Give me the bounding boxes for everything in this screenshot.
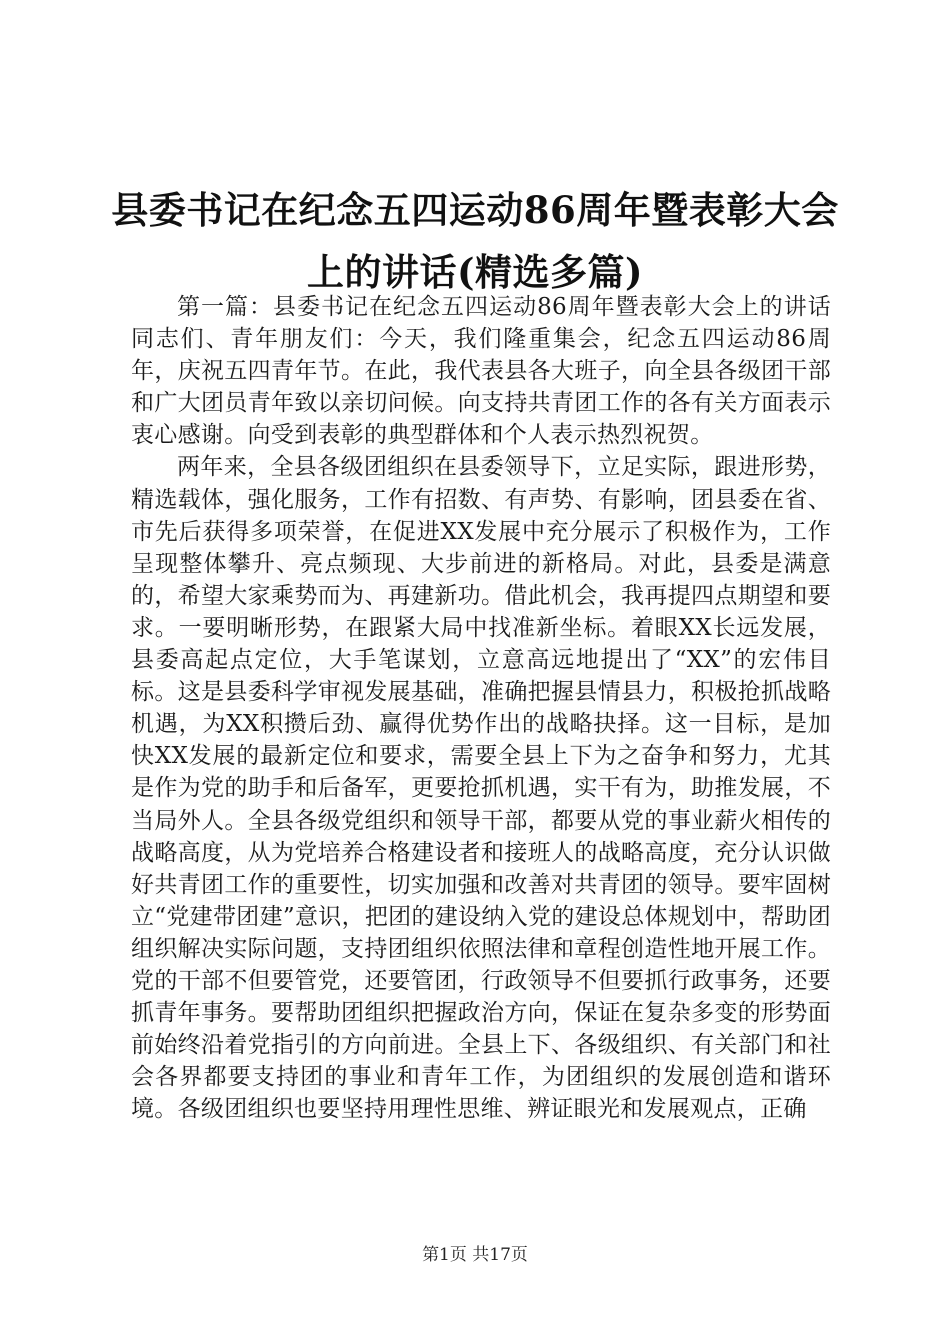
paragraph: 第一篇：县委书记在纪念五四运动86周年暨表彰大会上的讲话同志们、青年朋友们：今天，我们隆重集会，纪念五四运动86周年，庆祝五四青年节。在此，我代表县各大班子，向全县各级团干部和广大团员青年致以亲切问候。向支持共青团工作的各有关方面表示衷心感谢。向受到表彰的典型群体和个人表示热烈祝贺。 [131,294,831,449]
document-body [131,291,831,1125]
paragraph: 两年来，全县各级团组织在县委领导下，立足实际，跟进形势，精选载体，强化服务，工作有招数、有声势、有影响，团县委在省、市先后获得多项荣誉，在促进XX发展中充分展示了积极作为，工作呈现整体攀升、亮点频现、大步前进的新格局。对此，县委是满意的，希望大家乘势而为、再建新功。借此机会，我再提四点期望和要求。一要明晰形势，在跟紧大局中找准新坐标。着眼XX长远发展，县委高起点定位，大手笔谋划，立意高远地提出了“XX”的宏伟目标。这是县委科学审视发展基础，准确把握县情县力，积极抢抓战略机遇，为XX积攒后劲、赢得优势作出的战略抉择。这一目标，是加快XX发展的最新定位和要求，需要全县上下为之奋争和努力，尤其是作为党的助手和后备军，更要抢抓机遇，实干有为，助推发展，不当局外人。全县各级党组织和领导干部，都要从党的事业薪火相传的战略高度，从为党培养合格建设者和接班人的战略高度，充分认识做好共青团工作的重要性，切实加强和改善对共青团的领导。要牢固树立“党建带团建”意识，把团的建设纳入党的建设总体规划中，帮助团组织解决实际问题，支持团组织依照法律和章程创造性地开展工作。党的干部不但要管党，还要管团，行政领导不但要抓行政事务，还要抓青年事务。要帮助团组织把握政治方向，保证在复杂多变的形势面前始终沿着党指引的方向前进。全县上下、各级组织、有关部门和社会各界都要支持团的事业和青年工作，为团组织的发展创造和谐环境。各级团组织也要坚持用理性思维、辨证眼光和发展观点，正确 [131,454,831,1123]
document-title-line-1: 县委书记在纪念五四运动86周年暨表彰大会 [111,188,839,232]
document-title-line-2: 上的讲话(精选多篇) [306,250,643,294]
page-footer: 第1页 共17页 [422,1245,528,1265]
